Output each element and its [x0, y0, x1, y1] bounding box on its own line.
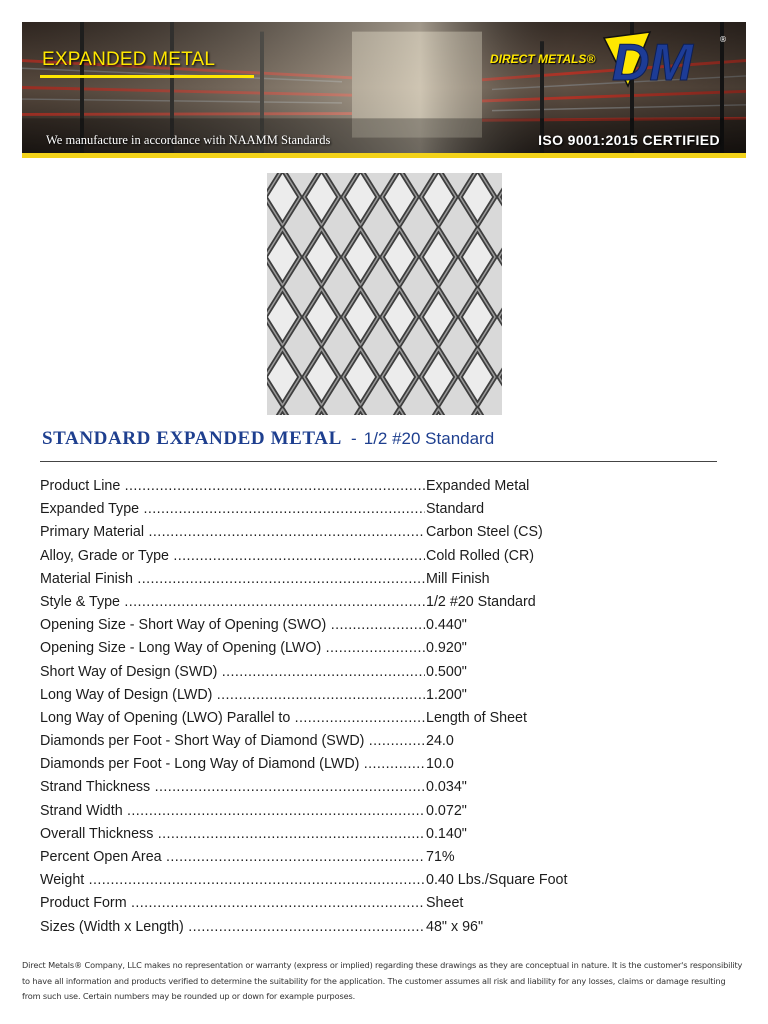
spec-row-sizes [40, 916, 600, 939]
spec-label: Primary Material ..... [40, 521, 425, 544]
spec-value: 1/2 #20 Standard [426, 591, 536, 614]
spec-row-strand-width [40, 800, 600, 823]
spec-label: Diamonds per Foot - Long Way of Diamond (LWD) ..... [40, 753, 425, 776]
spec-label: Long Way of Opening (LWO) Parallel to ..... [40, 707, 425, 730]
spec-row-opening-lwo [40, 637, 600, 660]
title-style: 1/2 #20 Standard [363, 429, 495, 448]
title-product: STANDARD EXPANDED METAL [42, 428, 342, 449]
spec-row-diamonds-lwd [40, 753, 600, 776]
spec-row-open-area [40, 846, 600, 869]
logo-registered-mark: ® [719, 35, 727, 44]
spec-row-swd [40, 661, 600, 684]
spec-label: Expanded Type ..... [40, 498, 425, 521]
spec-value: Expanded Metal [426, 475, 529, 498]
spec-value: Cold Rolled (CR) [426, 545, 534, 568]
spec-row-primary-material [40, 521, 600, 544]
spec-row-opening-swo [40, 614, 600, 637]
spec-label: Weight ..... [40, 869, 425, 892]
spec-label: Short Way of Design (SWD) ..... [40, 661, 425, 684]
brand-name: DIRECT METALS® [490, 52, 596, 66]
spec-label: Diamonds per Foot - Short Way of Diamond (SWD) ..... [40, 730, 425, 753]
iso-certification: ISO 9001:2015 CERTIFIED [538, 132, 720, 148]
spec-value: 24.0 [426, 730, 454, 753]
spec-value: Length of Sheet [426, 707, 527, 730]
spec-value: 71% [426, 846, 455, 869]
spec-value: 0.500" [426, 661, 467, 684]
spec-label: Sizes (Width x Length) ..... [40, 916, 425, 939]
spec-row-product-form [40, 892, 600, 915]
spec-value: 0.40 Lbs./Square Foot [426, 869, 567, 892]
spec-value: 10.0 [426, 753, 454, 776]
spec-value: 0.440" [426, 614, 467, 637]
spec-row-style-type [40, 591, 600, 614]
spec-label: Overall Thickness ..... [40, 823, 425, 846]
heading-divider [40, 461, 717, 462]
title-separator: - [350, 429, 357, 448]
spec-label: Long Way of Design (LWD) ..... [40, 684, 425, 707]
spec-label: Style & Type ..... [40, 591, 425, 614]
spec-value: Sheet [426, 892, 463, 915]
header-banner [22, 22, 746, 158]
dm-logo-icon [598, 28, 728, 90]
banner-title: EXPANDED METAL [42, 49, 216, 70]
logo-text: DM [612, 34, 693, 90]
spec-row-expanded-type [40, 498, 600, 521]
spec-row-lwd [40, 684, 600, 707]
spec-value: Standard [426, 498, 484, 521]
banner-title-underline [40, 75, 254, 78]
spec-row-diamonds-swd [40, 730, 600, 753]
spec-value: 0.920" [426, 637, 467, 660]
spec-row-weight [40, 869, 600, 892]
spec-value: 0.034" [426, 776, 467, 799]
spec-value: 1.200" [426, 684, 467, 707]
spec-label: Product Line ..... [40, 475, 425, 498]
spec-label: Opening Size - Short Way of Opening (SWO) ..... [40, 614, 425, 637]
spec-row-strand-thickness [40, 776, 600, 799]
spec-value: Mill Finish [426, 568, 490, 591]
spec-value: Carbon Steel (CS) [426, 521, 543, 544]
spec-label: Material Finish ..... [40, 568, 425, 591]
banner-tagline: We manufacture in accordance with NAAMM Standards [46, 133, 331, 147]
spec-row-overall-thickness [40, 823, 600, 846]
legal-disclaimer: Direct Metals® Company, LLC makes no representation or warranty (express or implied) regarding these drawings as they are conceptual in nature. It is the customer's responsibility to have all information and products verified to determine the suitability for the application. The customer assumes all risk and liability for any losses, claims or damage resulting from such use. Certain numbers may be rounded up or down for example purposes. [22, 960, 743, 1001]
spec-row-lwo-parallel [40, 707, 600, 730]
spec-label: Alloy, Grade or Type ..... [40, 545, 425, 568]
spec-list [40, 475, 600, 939]
spec-label: Percent Open Area ..... [40, 846, 425, 869]
spec-value: 0.140" [426, 823, 467, 846]
page-title [42, 428, 494, 450]
spec-value: 0.072" [426, 800, 467, 823]
spec-label: Opening Size - Long Way of Opening (LWO) ..... [40, 637, 425, 660]
spec-label: Strand Width ..... [40, 800, 425, 823]
spec-label: Strand Thickness ..... [40, 776, 425, 799]
spec-label: Product Form ..... [40, 892, 425, 915]
spec-value: 48" x 96" [426, 916, 483, 939]
spec-row-product-line [40, 475, 600, 498]
spec-row-material-finish [40, 568, 600, 591]
expanded-metal-image [267, 173, 502, 415]
spec-row-alloy-grade [40, 545, 600, 568]
